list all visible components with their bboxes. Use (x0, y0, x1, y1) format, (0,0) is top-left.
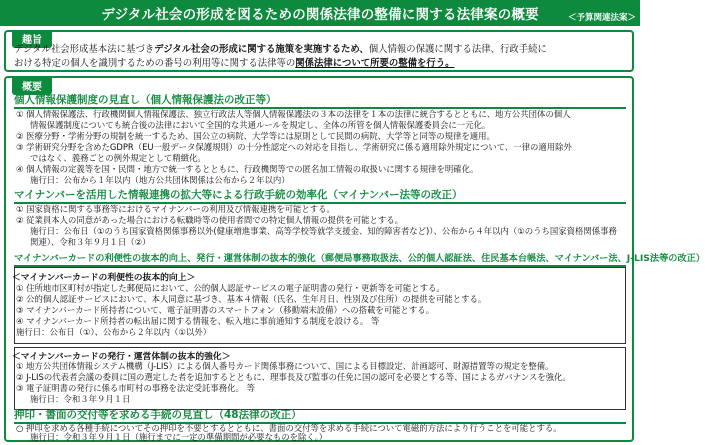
section1-item: ② 医療分野・学術分野の規制を統一するため、国公立の病院、大学等には原則として民間の病院、大学等と同等の規律を適用。 (16, 131, 495, 141)
budget-related-tag: ＜予算関連法案＞ (567, 13, 636, 23)
section4-item: ○ 押印を求める各種手続についてその押印を不要とするとともに、書面の交付等を求める手続について電磁的方法により行うことを可能とする。 (16, 423, 562, 433)
section1-effective-date: 施行日：公布から１年以内（地方公共団体関係は公布から２年以内） (30, 175, 290, 185)
convenience-item: ③ マイナンバーカード所持者について、電子証明書のスマートフォン（移動端末設備）への搭載を可能とする。 (16, 305, 435, 315)
convenience-item: ④ マイナンバーカード所持者の転出届に関する情報を、転入地に事前通知する制度を設ける。 等 (16, 316, 380, 326)
page-title: デジタル社会の形成を図るための関係法律の整備に関する法律案の概要 (101, 7, 539, 23)
governance-effective-date: 施行日：令和３年９月１日 (30, 394, 131, 404)
overview-label: 概要 (12, 77, 52, 95)
section1-item: ① 個人情報保護法、行政機関個人情報保護法、独立行政法人等個人情報保護法の３本の法律を１本の法律に統合するとともに、地方公共団体の個人 (16, 109, 571, 119)
convenience-effective-date: 施行日：公布日（①）、公布から２年以内（①以外） (16, 327, 212, 337)
summary-text-2b: 関係法律について所要の整備を行う。 (295, 58, 455, 69)
section2-item: ① 国家資格に関する事務等におけるマイナンバーの利用及び情報連携を可能とする。 (16, 204, 335, 214)
section2-effective-date: 施行日：公布日（①のうち国家資格関係事務以外(健康増進事業、高等学校等就学支援金、知的障害者など)）、公布から４年以内（①のうち国家資格関係事務 (30, 226, 617, 236)
summary-label: 趣旨 (12, 30, 52, 48)
summary-text-1a: デジタル社会形成基本法に基づき (14, 44, 155, 55)
overview-box (4, 76, 705, 442)
summary-text-1b: デジタル社会の形成に関する施策を実施するため、 (154, 44, 369, 55)
governance-item: ① 地方公共団体情報システム機構（J-LIS）による個人番号カード関係事務について、国による目標設定、計画認可、財源措置等の規定を整備。 (16, 361, 554, 371)
section2-item: ② 従業員本人の同意があった場合における転職時等の使用者間での特定個人情報の提供を可能とする。 (16, 215, 403, 225)
summary-text (14, 43, 626, 71)
convenience-subbox-title: ＜マイナンバーカードの利便性の抜本的向上＞ (12, 273, 196, 283)
summary-text-2a: おける特定の個人を識別するための番号の利用等に関する法律等の (14, 58, 296, 69)
title-bar (0, 0, 640, 26)
governance-subbox-title: ＜マイナンバーカードの発行・運営体制の抜本的強化＞ (12, 352, 231, 362)
governance-item: ③ 電子証明書の発行に係る市町村の事務を法定受託事務化。 等 (16, 383, 255, 393)
summary-box (4, 30, 634, 72)
section4-heading: 押印・書面の交付等を求める手続の見直し（48法律の改正） (14, 409, 626, 424)
section2-effective-date: 関連）、令和３年９月１日（②） (30, 237, 151, 247)
summary-line-1 (14, 43, 626, 57)
convenience-item: ① 住所地市区町村が指定した郵便局において、公的個人認証サービスの電子証明書の発行・更新等を可能とする。 (16, 283, 445, 293)
summary-line-2 (14, 57, 626, 71)
section1-item: 情報保護制度についても統合後の法律において全国的な共通ルールを規定し、全体の所管を個人情報保護委員会に一元化。 (30, 120, 491, 130)
section4-effective-date: 施行日：令和３年９月１日（施行までに一定の準備期間が必要なものを除く。） (30, 432, 328, 442)
section1-item: ではなく、義務ごとの例外規定として精緻化。 (30, 153, 206, 163)
convenience-item: ② 公的個人認証サービスにおいて、本人同意に基づき、基本４情報（氏名、生年月日、性別及び住所）の提供を可能とする。 (16, 294, 487, 304)
section2-heading: マイナンバーを活用した情報連携の拡大等による行政手続の効率化（マイナンバー法等の改正） (14, 189, 626, 204)
governance-item: ② J-LISの代表者会議の委員に国の選定した者を追加するとともに、理事長及び監事の任免に国の認可を必要とする等、国によるガバナンスを強化。 (16, 372, 571, 382)
section1-item: ④ 個人情報の定義等を国・民間・地方で統一するとともに、行政機関等での匿名加工情報の取扱いに関する規律を明確化。 (16, 164, 479, 174)
section1-item: ③ 学術研究分野を含めたGDPR（EU一般データ保護規則）の十分性認定への対応を目指し、学術研究に係る適用除外規定について、一律の適用除外 (16, 142, 572, 152)
summary-text-1c: 個人情報の保護に関する法律、行政手続に (368, 44, 547, 55)
section1-heading: 個人情報保護制度の見直し（個人情報保護法の改正等） (14, 94, 626, 109)
section3-heading: マイナンバーカードの利便性の抜本的向上、発行・運営体制の抜本的強化（郵便局事務取扱法、公的個人認証法、住民基本台帳法、マイナンバー法、J-LIS法等の改正） (14, 252, 626, 267)
